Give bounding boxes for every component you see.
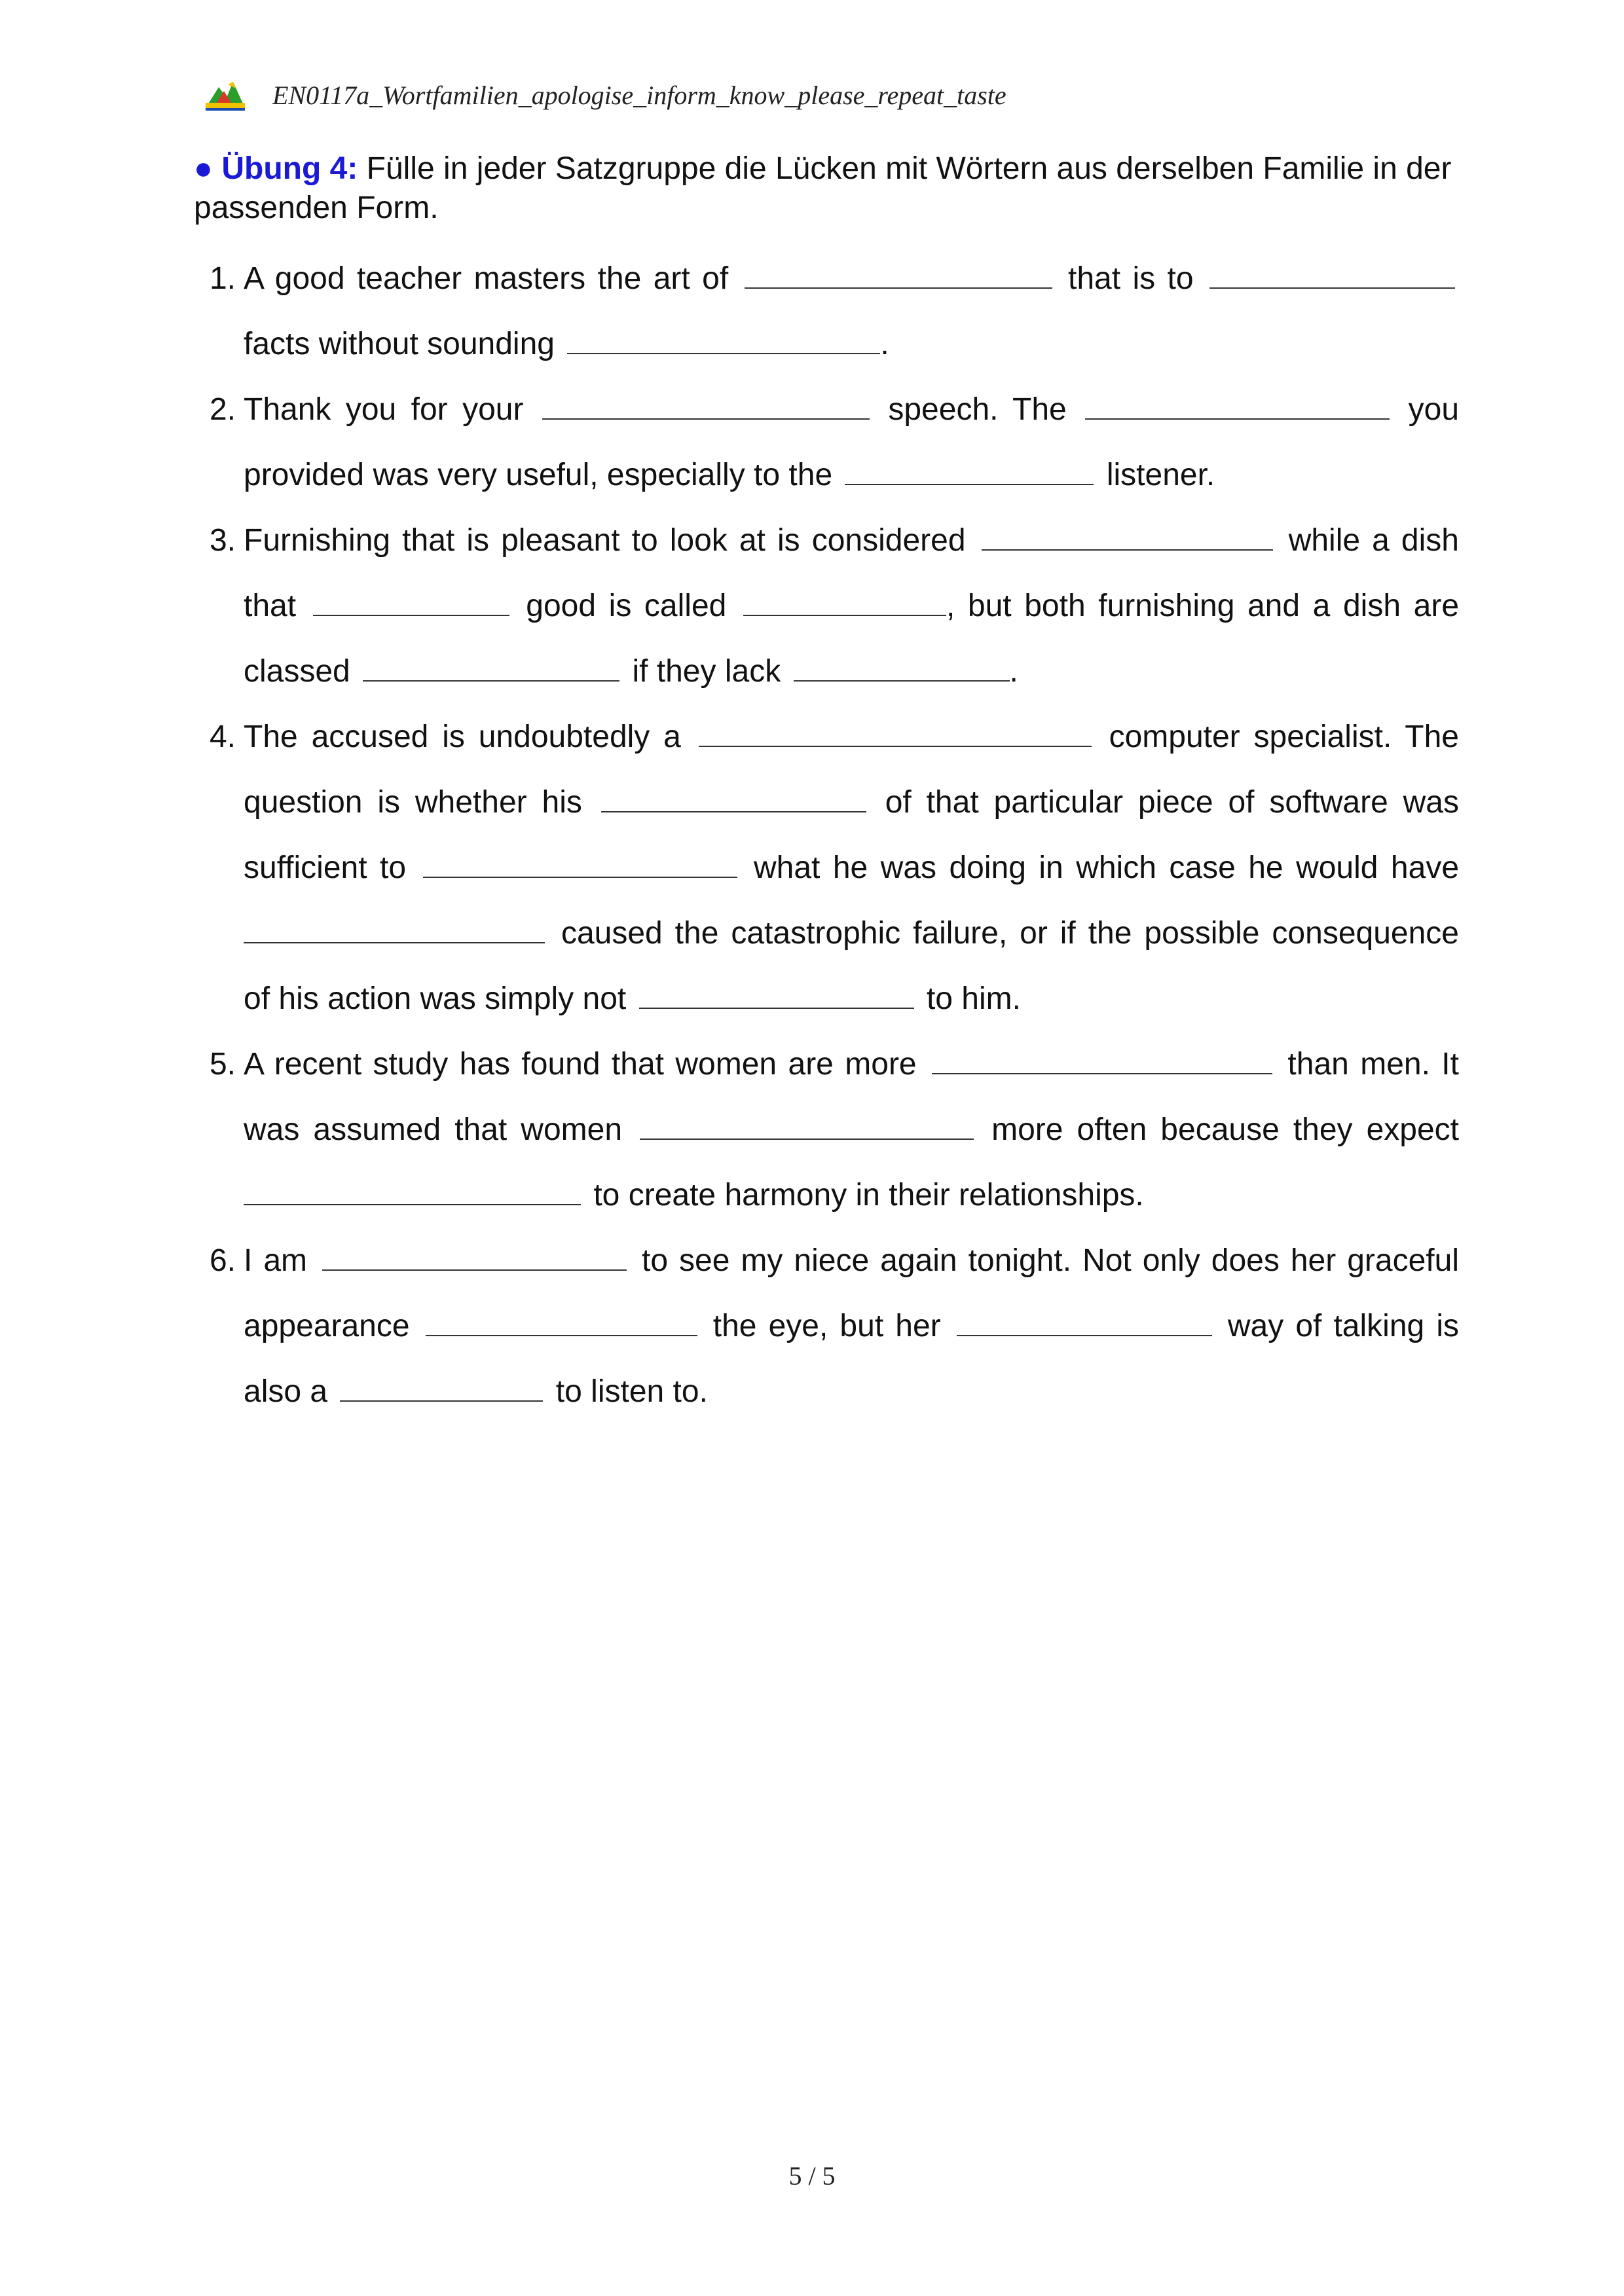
item-text-part: computer specialist. The question is whether his	[244, 720, 1459, 820]
answer-gap[interactable]	[340, 1366, 543, 1402]
mountain-logo-icon	[204, 78, 246, 112]
answer-gap[interactable]	[567, 319, 880, 354]
answer-gap[interactable]	[313, 581, 509, 616]
instruction-bullet: ●	[194, 151, 213, 186]
item-text-part: to him.	[926, 981, 1021, 1016]
answer-gap[interactable]	[244, 908, 545, 943]
answer-gap[interactable]	[322, 1235, 627, 1271]
exercise-item	[194, 377, 1459, 508]
item-text-part: The accused is undoubtedly a	[244, 720, 681, 754]
item-text-part: to see my niece again tonight. Not only does her graceful appearance	[244, 1243, 1459, 1343]
item-text-part: way of talking is also a	[244, 1309, 1459, 1409]
item-text-part: to listen to.	[555, 1374, 708, 1409]
answer-gap[interactable]	[982, 515, 1273, 551]
item-number: 3.	[209, 523, 236, 558]
item-text	[240, 246, 1459, 377]
answer-gap[interactable]	[1209, 253, 1455, 289]
exercise-item	[194, 1228, 1459, 1425]
item-text	[240, 1228, 1459, 1425]
item-text-part: caused the catastrophic failure, or if the possible consequence of his action was simply not	[244, 916, 1459, 1016]
item-text-part: the eye, but her	[712, 1309, 941, 1343]
page-header	[204, 72, 1006, 118]
item-text-part: that is to	[1068, 261, 1194, 296]
exercise-item	[194, 508, 1459, 704]
exercise-item	[194, 246, 1459, 377]
item-text-part: if they lack	[632, 654, 781, 689]
item-number: 2.	[209, 392, 236, 427]
item-text-part: while a dish that	[244, 523, 1459, 623]
answer-gap[interactable]	[699, 712, 1092, 747]
item-text-part: A recent study has found that women are more	[244, 1047, 917, 1082]
answer-gap[interactable]	[932, 1039, 1272, 1074]
answer-gap[interactable]	[640, 1104, 974, 1140]
item-text-part: .	[1009, 654, 1018, 689]
item-text	[240, 377, 1459, 508]
item-text-part: A good teacher masters the art of	[244, 261, 729, 296]
answer-gap[interactable]	[426, 1301, 697, 1336]
item-text-part: Thank you for your	[244, 392, 524, 427]
answer-gap[interactable]	[423, 843, 737, 878]
item-number: 4.	[209, 720, 236, 754]
answer-gap[interactable]	[845, 450, 1094, 485]
item-text-part: listener.	[1106, 458, 1215, 492]
item-text	[240, 508, 1459, 704]
answer-gap[interactable]	[1085, 384, 1390, 420]
worksheet-content	[194, 149, 1459, 1425]
item-text-part: speech. The	[888, 392, 1067, 427]
item-text-part: than men. It was assumed that women	[244, 1047, 1459, 1147]
answer-gap[interactable]	[601, 777, 866, 812]
item-text-part: you provided was very useful, especially to the	[244, 392, 1460, 492]
item-text-part: I am	[244, 1243, 308, 1278]
answer-gap[interactable]	[244, 1170, 581, 1205]
item-number: 6.	[209, 1243, 236, 1278]
item-text-part: facts without sounding	[244, 327, 555, 361]
answer-gap[interactable]	[542, 384, 870, 420]
item-text-part: to create harmony in their relationships.	[593, 1178, 1144, 1212]
answer-gap[interactable]	[639, 974, 914, 1009]
answer-gap[interactable]	[745, 253, 1052, 289]
item-text	[240, 1032, 1459, 1228]
item-text-part: good is called	[526, 589, 727, 623]
item-text-part: what he was doing in which case he would have	[753, 850, 1460, 885]
exercise-item	[194, 704, 1459, 1032]
exercise-label: Übung 4:	[221, 151, 358, 186]
exercise-instruction	[194, 149, 1459, 228]
exercise-item	[194, 1032, 1459, 1228]
item-text-part: .	[880, 327, 889, 361]
answer-gap[interactable]	[794, 646, 1010, 682]
instruction-text: Fülle in jeder Satzgruppe die Lücken mit Wörtern aus derselben Familie in der passenden Form.	[194, 151, 1452, 225]
answer-gap[interactable]	[743, 581, 946, 616]
item-number: 1.	[209, 261, 236, 296]
item-text-part: , but both furnishing and a dish are classed	[244, 589, 1460, 689]
item-text-part: Furnishing that is pleasant to look at is considered	[244, 523, 966, 558]
item-text-part: more often because they expect	[991, 1112, 1460, 1147]
exercise-list	[194, 246, 1459, 1425]
item-text	[240, 704, 1459, 1032]
page-number: 5 / 5	[788, 2161, 836, 2191]
answer-gap[interactable]	[957, 1301, 1212, 1336]
answer-gap[interactable]	[363, 646, 619, 682]
item-text-part: of that particular piece of software was sufficient to	[244, 785, 1460, 885]
document-title: EN0117a_Wortfamilien_apologise_inform_know_please_repeat_taste	[272, 80, 1006, 110]
item-number: 5.	[209, 1047, 236, 1082]
